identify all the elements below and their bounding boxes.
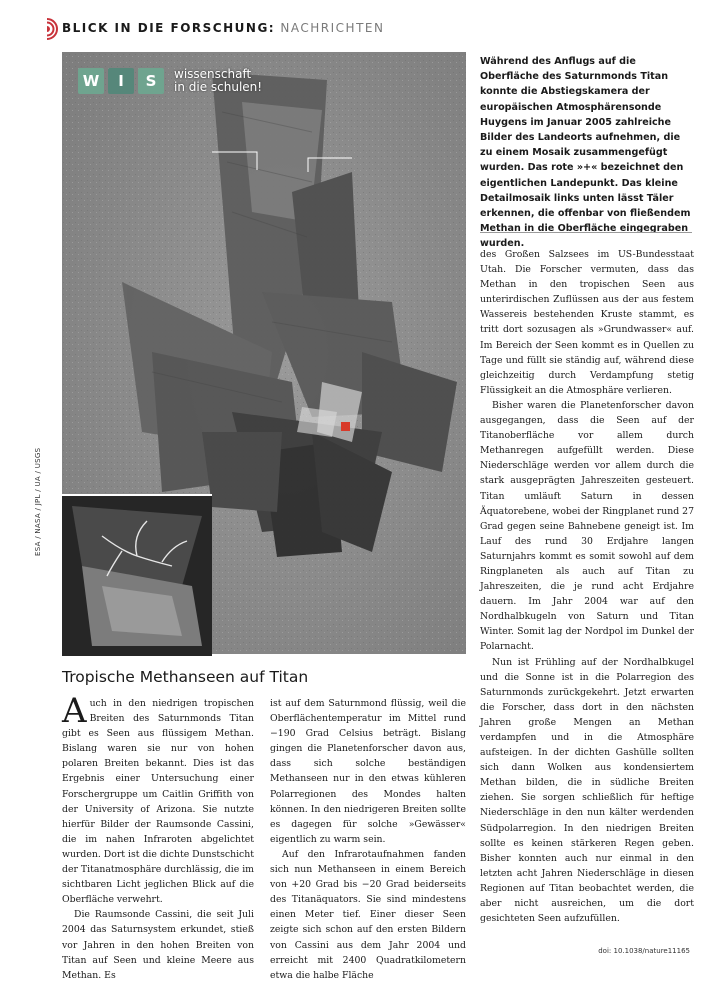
badge-tagline: [174, 68, 262, 94]
article-column-2: [270, 696, 466, 983]
badge-letter-i: I: [108, 68, 134, 94]
article-column-1: [62, 691, 254, 983]
target-rings-icon: [36, 18, 58, 40]
header-title: [62, 21, 384, 35]
paragraph: des Großen Salzsees im US-Bundesstaat Utah. Die Forscher vermuten, dass das Methan in den tropischen Seen aus unterirdischen Zuflüssen aus der aus festem Wassereis bestehenden Kruste stammt, es tritt dort sozusagen als »Grundwasser« auf. Im Bereich der Seen kommt es in Quellen zu Tage und füllt sie ständig auf, während diese gleichzeitig durch Verdampfung stetig Flüssigkeit an die Atmosphäre verlieren.: [480, 249, 694, 396]
header-category: NACHRICHTEN: [280, 21, 385, 35]
badge-tagline-line2: in die schulen!: [174, 80, 263, 94]
detail-mosaic-inset: [62, 494, 212, 654]
drop-cap: A: [62, 691, 87, 731]
header-section: BLICK IN DIE FORSCHUNG:: [62, 21, 276, 35]
badge-letter-s: S: [138, 68, 164, 94]
paragraph: Die Raumsonde Cassini, die seit Juli 2004 das Saturnsystem erkundet, stieß vor Jahren in den hohen Breiten von Titan auf Seen und kleine Meere aus Methan. Es: [62, 909, 254, 981]
detail-mosaic-graphic: [62, 496, 212, 656]
image-credit: ESA / NASA / JPL / UA / USGS: [34, 447, 42, 556]
doi-reference: doi: 10.1038/nature11165: [598, 947, 690, 955]
caption-divider: [480, 232, 692, 233]
paragraph-text: uch in den niedrigen tropischen Breiten des Saturnmonds Titan gibt es Seen aus flüssigem Methan. Bislang waren sie nur von hohen polaren Breiten bekannt. Dies ist das Ergebnis einer Untersuchung einer Forschergruppe um Caitlin Griffith von der University of Arizona. Sie nutzte hierfür Bilder der Raumsonde Cassini, die im nahen Infraroten abgelichtet wurden. Dort ist die dichte Dunstschicht der Titanatmosphäre durchlässig, die im sichtbaren Licht jeglichen Blick auf die Oberfläche verwehrt.: [62, 698, 254, 906]
paragraph: [62, 691, 254, 907]
article-column-3: [480, 247, 694, 926]
article-title: Tropische Methanseen auf Titan: [62, 668, 309, 686]
section-header: [30, 16, 690, 44]
badge-letter-w: W: [78, 68, 104, 94]
landing-site-marker: [341, 422, 350, 431]
titan-mosaic-image: [62, 52, 466, 654]
badge-tagline-line1: wissenschaft: [174, 67, 252, 81]
paragraph: ist auf dem Saturnmond flüssig, weil die Oberflächentemperatur im Mittel rund −190 Grad Celsius beträgt. Bislang gingen die Planetenforscher davon aus, dass sich solche beständigen Methanseen nur in den etwas kühleren Polarregionen des Mondes halten können. In den niedrigeren Breiten sollte es dagegen für solche »Gewässer« eigentlich zu warm sein.: [270, 698, 466, 845]
image-caption: Während des Anflugs auf die Oberfläche des Saturnmonds Titan konnte die Abstiegskamera der europäischen Atmosphärensonde Huygens im Januar 2005 zahlreiche Bilder des Landeorts aufnehmen, die zu einem Mosaik zusammengefügt wurden. Das rote »+« bezeichnet den eigentlichen Landepunkt. Das kleine Detailmosaik links unten lässt Täler erkennen, die offenbar von fließendem Methan in die Oberfläche eingegraben wurden.: [480, 56, 691, 250]
paragraph: Bisher waren die Planetenforscher davon ausgegangen, dass die Seen auf der Titanoberfläche vor allem durch Methanregen aufgefüllt werden. Diese Niederschläge werden vor allem durch die stark ausgeprägten Jahreszeiten gesteuert. Titan umläuft Saturn in dessen Äquatorebene, wobei der Ringplanet rund 27 Grad gegen seine Bahnebene geneigt ist. Im Lauf des rund 30 Erdjahre langen Saturnjahrs kommt es somit sowohl auf dem Ringplaneten als auch auf Titan zu Jahreszeiten, die je rund acht Erdjahre dauern. Im Jahr 2004 war auf den Nordhalbkugeln von Saturn und Titan Winter. Somit lag der Nordpol im Dunkel der Polarnacht.: [480, 399, 694, 653]
paragraph: Nun ist Frühling auf der Nordhalbkugel und die Sonne ist in die Polarregion des Saturnmonds zurückgekehrt. Jetzt erwarten die Forscher, dass dort in den nächsten Jahren große Mengen an Methan verdampfen und in die Atmosphäre aufsteigen. In der dichten Gashülle sollten sich dann Wolken aus kondensiertem Methan bilden, die in südliche Breiten ziehen. Sie sorgen schließlich für heftige Niederschläge in den nun kälter werdenden Südpolarregion. In den niedrigen Breiten sollte es keinen stärkeren Regen geben. Bisher konnten auch nur einmal in den letzten acht Jahren Niederschläge in diesen Regionen auf Titan beobachtet werden, die aber nicht ausreichen, um die dort gesichteten Seen aufzufüllen.: [480, 656, 694, 925]
paragraph: Auf den Infrarotaufnahmen fanden sich nun Methanseen in einem Bereich von +20 Grad bis −20 Grad beiderseits des Titanäquators. Sie sind mindestens einen Meter tief. Einer dieser Seen zeigte sich schon auf den ersten Bildern von Cassini aus dem Jahr 2004 und erreicht mit 2400 Quadratkilometern etwa die halbe Fläche: [270, 848, 466, 981]
wis-badge: [78, 66, 262, 96]
